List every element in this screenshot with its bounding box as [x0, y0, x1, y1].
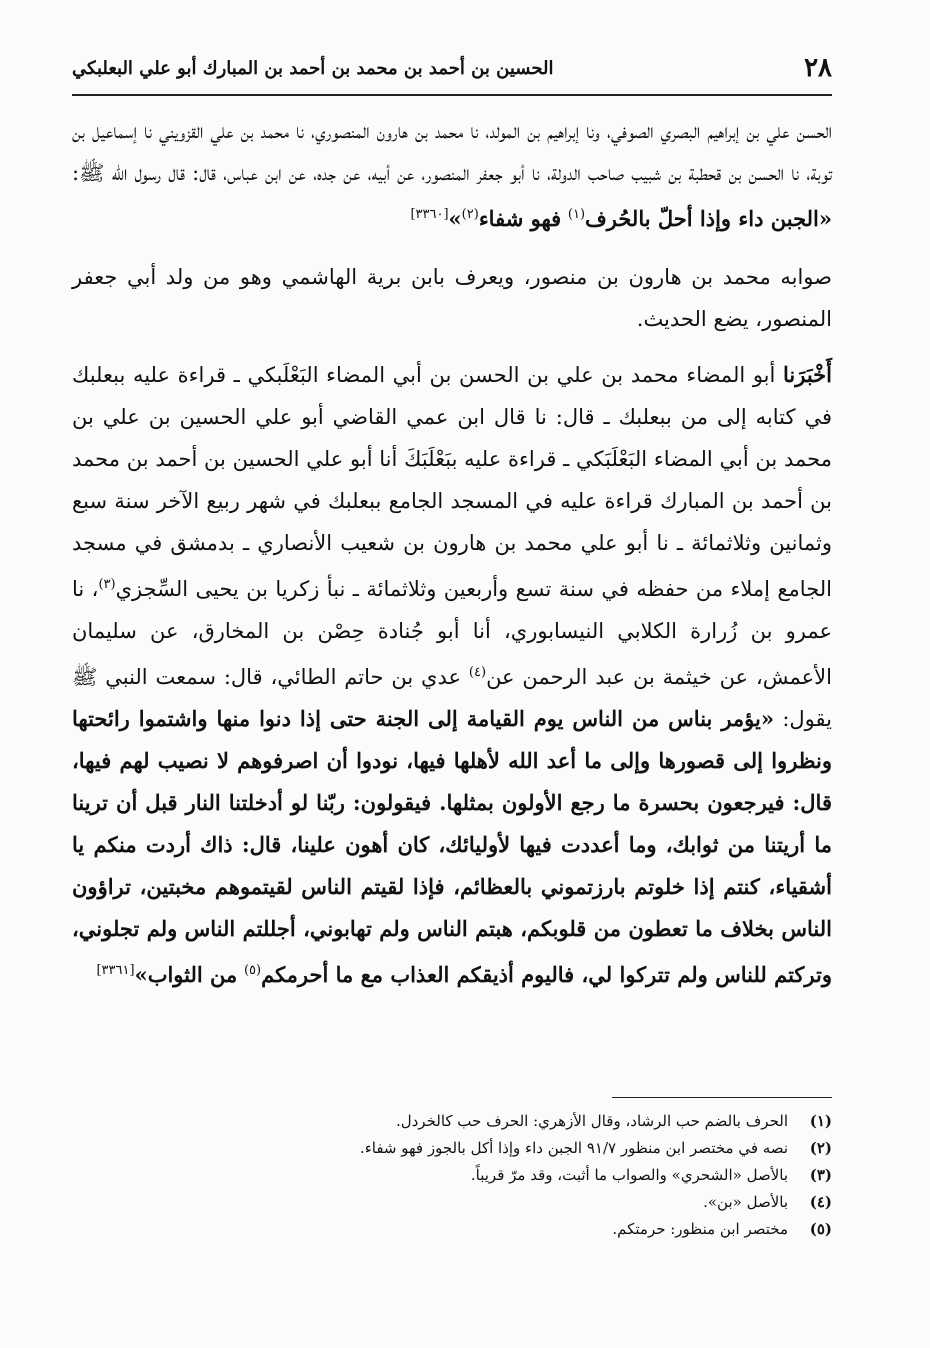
footnote-number: (٤) — [809, 1193, 832, 1211]
main-text — [72, 110, 832, 996]
hadith-text: فهو شفاء — [478, 206, 562, 231]
paragraph-text: عدي بن حاتم الطائي، قال: سمعت النبي ﷺ يقول: — [72, 665, 832, 731]
footnote-number: (١) — [809, 1112, 832, 1130]
paragraph-text: ، نا عمرو بن زُرارة الكلابي النيسابوري، أنا أبو جُنادة حِصْن بن المخارق، عن سليمان الأعمش، عن خيثمة بن عبد الرحمن عن — [72, 577, 832, 689]
footnote-number: (٥) — [809, 1220, 832, 1238]
footnotes — [72, 1108, 832, 1243]
hadith-text: «الجبن داء وإذا أحلّ بالحُرف — [585, 206, 832, 231]
footnote-marker: (٤) — [468, 665, 487, 680]
page-number: ٢٨ — [804, 53, 832, 83]
footnote — [72, 1108, 832, 1135]
footnote-marker: (٢) — [461, 207, 479, 222]
footnote-marker: (٥) — [243, 963, 262, 978]
header-rule — [72, 94, 832, 96]
footnote-marker: (٣) — [98, 577, 116, 592]
footnote-text: نصه في مختصر ابن منظور ٩١/٧ الجبن داء وإذا أكل بالجوز فهو شفاء. — [359, 1139, 788, 1157]
paragraph-text: صوابه محمد بن هارون بن منصور، ويعرف بابن برية الهاشمي وهو من ولد أبي جعفر المنصور، يضع الحديث. — [72, 265, 832, 331]
footnote — [72, 1189, 832, 1216]
hadith-number: [٣٣٦٠] — [410, 207, 449, 222]
paragraph-text: الحسن علي بن إبراهيم البصري الصوفي، ونا إبراهيم بن المولد، نا محمد بن هارون المنصوري، نا محمد بن علي القزويني نا إسماعيل بن توبة، نا الحسن بن قحطبة بن شبيب صاحب الدولة، نا أبو جعفر المنصور، عن أبيه، عن جده، عن ابن عباس، قال: قال رسول الله ﷺ: — [72, 119, 832, 185]
paragraph — [72, 256, 832, 340]
paragraph-text: أبو المضاء محمد بن علي بن الحسن بن أبي المضاء البَعْلَبكي ـ قراءة عليه ببعلبك في كتابه إلى من ببعلبك ـ قال: نا قال ابن عمي القاضي أبو علي الحسين بن علي بن محمد بن أبي المضاء البَعْلَبَكي ـ قراءة عليه ببَعْلَبَكَ أنا أبو علي الحسين بن أحمد بن محمد بن أحمد بن المبارك قراءة عليه في المسجد الجامع ببعلبك في شهر ربيع الآخر سنة سبع وثمانين وثلاثمائة ـ نا أبو علي محمد بن هارون بن شعيب الأنصاري ـ بدمشق في مسجد الجامع إملاء من حفظه في سنة تسع وأربعين وثلاثمائة ـ نبأ زكريا بن يحيى السِّجزي — [72, 363, 832, 601]
footnote-rule — [612, 1097, 832, 1098]
paragraph — [72, 354, 832, 996]
footnote-number: (٣) — [809, 1166, 832, 1184]
isnad-lead: أَخْبَرَنا — [783, 362, 832, 387]
footnote — [72, 1162, 832, 1189]
hadith-number: [٣٣٦١] — [96, 963, 135, 978]
footnote-marker: (١) — [567, 207, 586, 222]
hadith-text: «يؤمر بناس من الناس يوم القيامة إلى الجنة حتى إذا دنوا منها واشتموا رائحتها ونظروا إلى قصورها وإلى ما أعد الله لأهلها فيها، نودوا أن اصرفوهم لا نصيب لهم فيها، قال: فيرجعون بحسرة ما رجع الأولون بمثلها. فيقولون: ربّنا لو أدخلتنا النار قبل أن ترينا ما أريتنا من ثوابك، وما أعددت فيها لأوليائك، كان أهون علينا، قال: ذاك أردت منكم يا أشقياء، كنتم إذا خلوتم بارزتموني بالعظائم، فإذا لقيتم الناس لقيتموهم مخبتين، تراؤون الناس بخلاف ما تعطون من قلوبكم، هبتم الناس ولم تهابوني، أجللتم الناس ولم تجلوني، وتركتم للناس ولم تتركوا لي، فاليوم أذيقكم العذاب مع ما أحرمكم — [72, 706, 832, 987]
footnote-text: الحرف بالضم حب الرشاد، وقال الأزهري: الحرف حب كالخردل. — [395, 1112, 788, 1130]
hadith-text: من الثواب» — [134, 962, 238, 987]
footnote-text: بالأصل «بن». — [703, 1193, 788, 1211]
running-title: الحسين بن أحمد بن محمد بن أحمد بن المبارك أبو علي البعلبكي — [72, 57, 554, 79]
footnote — [72, 1135, 832, 1162]
footnote — [72, 1216, 832, 1243]
footnote-text: مختصر ابن منظور: حرمتكم. — [612, 1220, 788, 1238]
paragraph — [72, 110, 832, 240]
footnote-number: (٢) — [809, 1139, 832, 1157]
page-header — [72, 48, 832, 88]
footnote-text: بالأصل «الشحري» والصواب ما أثبت، وقد مرّ قريباً. — [470, 1166, 788, 1184]
hadith-close: » — [448, 206, 462, 231]
